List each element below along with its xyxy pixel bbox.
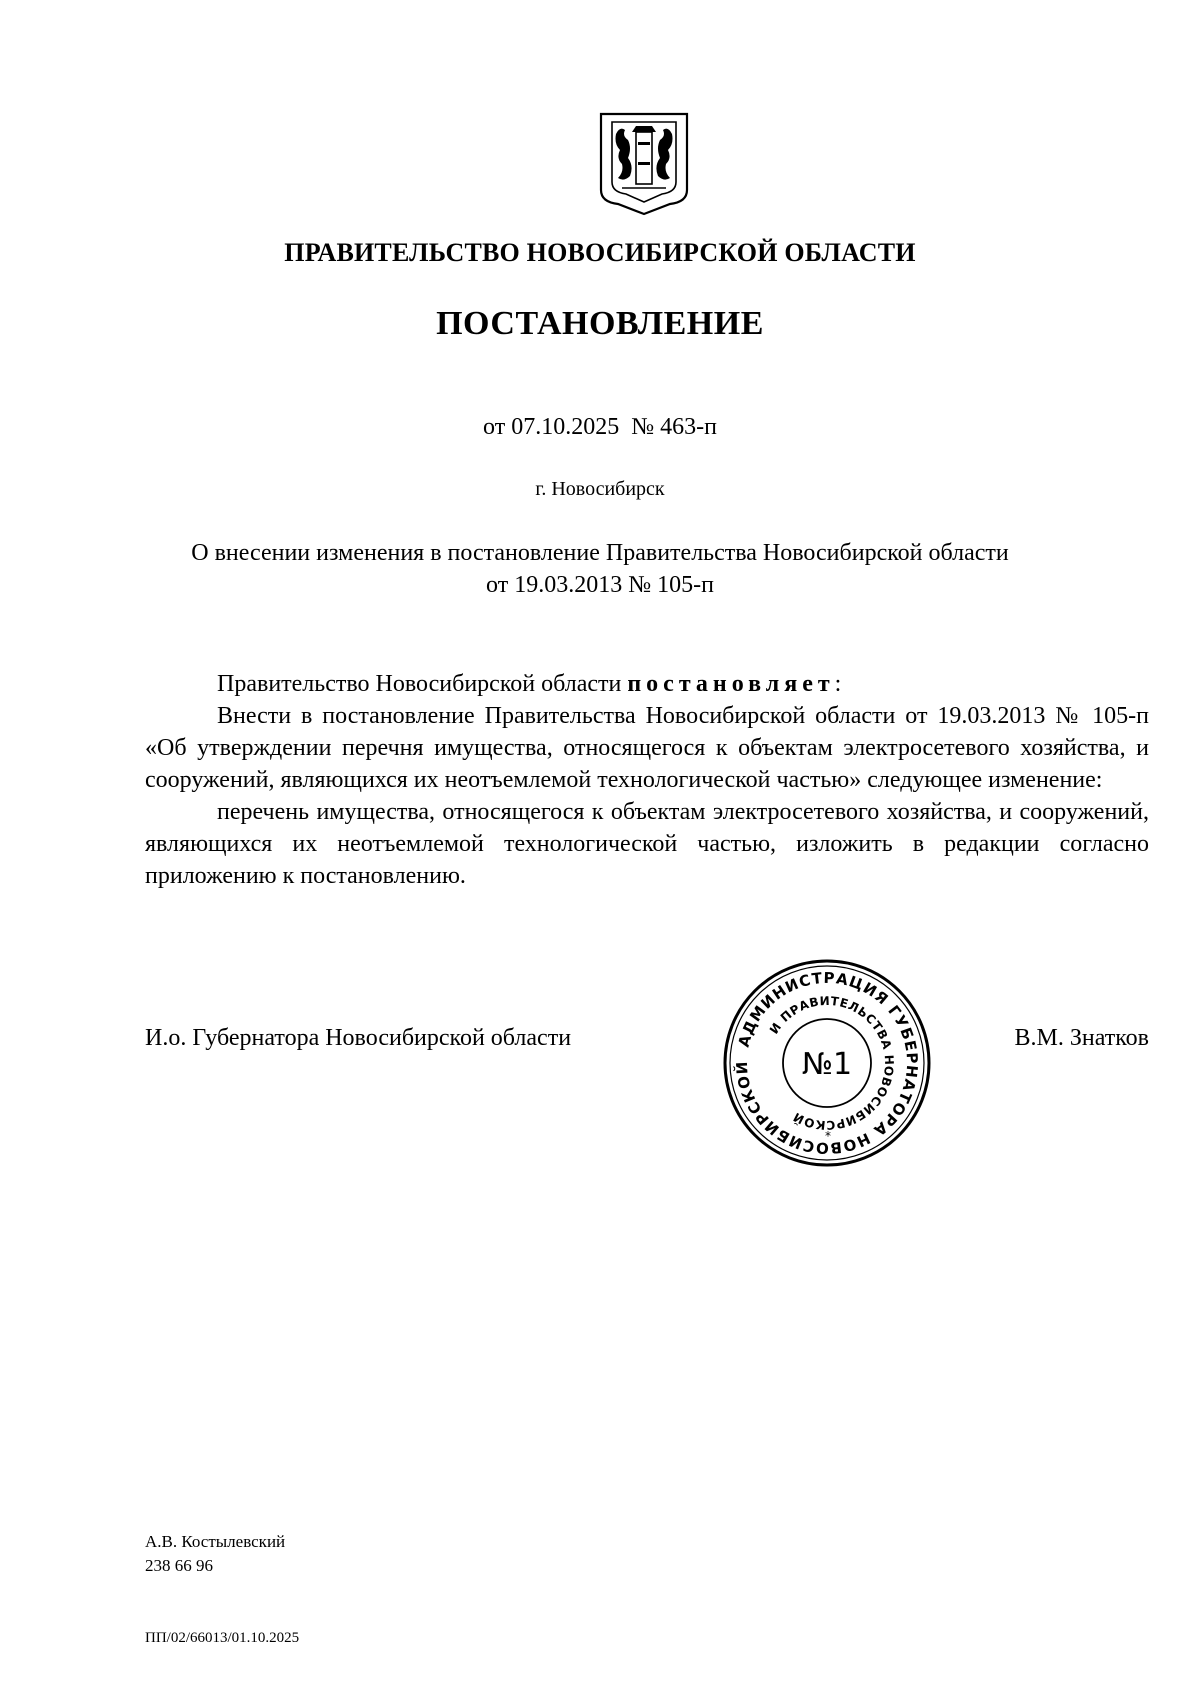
body-paragraph-2: Внести в постановление Правительства Новосибирской области от 19.03.2013 № 105-п «Об утверждении перечня имущества, относящегося к объектам электросетевого хозяйства, и сооружений, являющихся их неотъемлемой технологической частью» следующее изменение: [145, 703, 1149, 793]
document-number: № 463-п [631, 414, 717, 440]
subject-line-2: от 19.03.2013 № 105-п [486, 572, 714, 598]
body-paragraph-3: перечень имущества, относящегося к объектам электросетевого хозяйства, и сооружений, являющихся их неотъемлемой технологической частью, изложить в редакции согласно приложению к постановлению. [145, 799, 1149, 889]
executor-name: А.В. Костылевский [145, 1532, 286, 1551]
stamp-outer-text: АДМИНИСТРАЦИЯ ГУБЕРНАТОРА НОВОСИБИРСКОЙ [732, 968, 922, 1158]
document-type-heading: ПОСТАНОВЛЕНИЕ [436, 305, 764, 342]
stamp-number: №1 [801, 1047, 853, 1082]
organization-title: ПРАВИТЕЛЬСТВО НОВОСИБИРСКОЙ ОБЛАСТИ [284, 238, 916, 267]
body-paragraph-1: Правительство Новосибирской области постановляет: [217, 671, 842, 697]
document-date: от 07.10.2025 [483, 414, 620, 440]
document-body [145, 668, 1149, 892]
official-seal-stamp [722, 958, 932, 1168]
signer-name: В.М. Знатков [1014, 1025, 1149, 1051]
document-subject [0, 537, 1200, 601]
emphasized-verb: постановляет [627, 671, 835, 697]
coat-of-arms-emblem [598, 112, 690, 216]
document-date-number [0, 414, 1200, 441]
document-city: г. Новосибирск [535, 478, 665, 500]
stamp-star-icon: * [825, 1129, 831, 1143]
executor-phone: 238 66 96 [145, 1556, 213, 1575]
signer-position: И.о. Губернатора Новосибирской области [145, 1025, 572, 1051]
document-code: ПП/02/66013/01.10.2025 [145, 1630, 300, 1646]
subject-line-1: О внесении изменения в постановление Правительства Новосибирской области [191, 540, 1009, 566]
stamp-inner-text: И ПРАВИТЕЛЬСТВА НОВОСИБИРСКОЙ [766, 993, 897, 1133]
